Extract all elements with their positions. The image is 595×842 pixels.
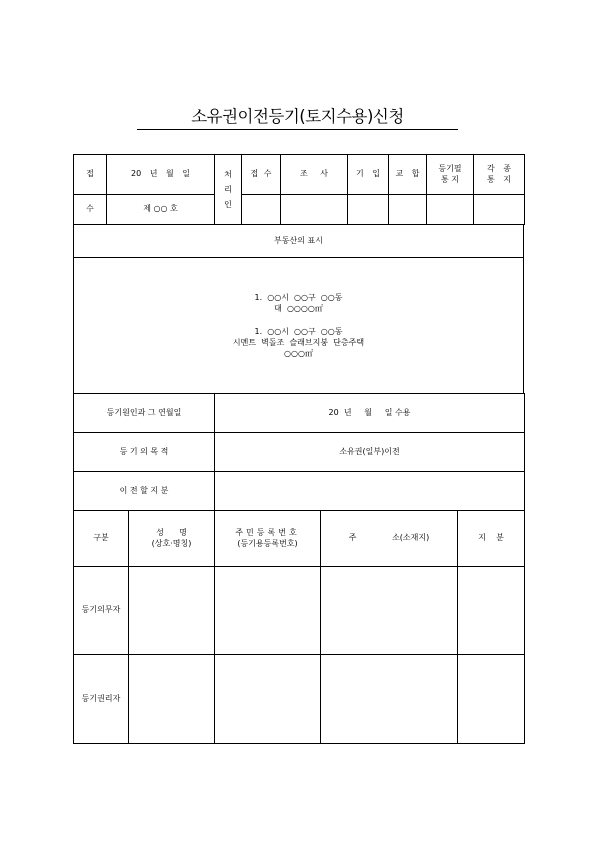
obligor-id bbox=[215, 567, 321, 655]
registration-info-table bbox=[73, 393, 525, 511]
cause-label: 등기원인과 그 연월일 bbox=[74, 394, 215, 433]
property-description bbox=[74, 258, 524, 394]
property-line: 1. ○○시 ○○구 ○○동 bbox=[254, 292, 343, 302]
holder-label: 등기권리자 bbox=[74, 655, 129, 744]
process-cell-various-notice bbox=[474, 195, 525, 225]
party-header-id bbox=[215, 511, 321, 567]
process-cell-entry bbox=[348, 195, 389, 225]
reception-label-bottom: 수 bbox=[74, 195, 107, 225]
process-header-entry: 기 입 bbox=[348, 155, 389, 195]
property-line: 대 ○○○○㎡ bbox=[274, 303, 323, 313]
share-label: 이 전 할 지 분 bbox=[74, 472, 215, 511]
process-cell-completion-notice bbox=[427, 195, 474, 225]
application-form bbox=[73, 154, 523, 744]
process-cell-check bbox=[389, 195, 427, 225]
party-header-name-line1: 성 명 bbox=[156, 527, 187, 537]
property-line: 1. ○○시 ○○구 ○○동 bbox=[254, 326, 343, 336]
process-header-various-notice: 각 종 통 지 bbox=[474, 155, 525, 195]
document-title: 소유권이전등기(토지수용)신청 bbox=[191, 107, 404, 126]
process-cell-reception bbox=[242, 195, 281, 225]
share-value bbox=[215, 472, 525, 511]
reception-label-top: 접 bbox=[74, 155, 107, 195]
obligor-address bbox=[321, 567, 458, 655]
obligor-label: 등기의무자 bbox=[74, 567, 129, 655]
party-header-id-line2: (등기용등록번호) bbox=[237, 538, 298, 548]
party-header-name-line2: (상호·명칭) bbox=[151, 538, 192, 548]
party-header-id-line1: 주민등록번호 bbox=[235, 527, 300, 537]
process-cell-review bbox=[281, 195, 348, 225]
process-header-review: 조 사 bbox=[281, 155, 348, 195]
reception-number: 제 ○○ 호 bbox=[107, 195, 215, 225]
parties-table bbox=[73, 510, 525, 744]
property-line: ○○○㎡ bbox=[284, 349, 313, 359]
party-header-share: 지 분 bbox=[458, 511, 525, 567]
obligor-name bbox=[129, 567, 215, 655]
title-underline bbox=[137, 129, 458, 130]
purpose-value: 소유권(일부)이전 bbox=[215, 433, 525, 472]
holder-id bbox=[215, 655, 321, 744]
holder-name bbox=[129, 655, 215, 744]
process-label: 처 리 인 bbox=[215, 155, 242, 225]
party-header-category: 구분 bbox=[74, 511, 129, 567]
holder-address bbox=[321, 655, 458, 744]
cause-value: 20 년 월 일 수용 bbox=[215, 394, 525, 433]
holder-share bbox=[458, 655, 525, 744]
party-header-name bbox=[129, 511, 215, 567]
obligor-share bbox=[458, 567, 525, 655]
property-header: 부동산의 표시 bbox=[74, 225, 524, 258]
party-header-address: 주 소(소재지) bbox=[321, 511, 458, 567]
process-header-completion-notice: 등기필 통 지 bbox=[427, 155, 474, 195]
reception-table bbox=[73, 154, 525, 225]
process-header-reception: 접 수 bbox=[242, 155, 281, 195]
reception-date: 20 년 월 일 bbox=[107, 155, 215, 195]
process-header-check: 교 합 bbox=[389, 155, 427, 195]
property-line: 시멘트 벽돌조 슬래브지붕 단층주택 bbox=[232, 338, 365, 348]
purpose-label: 등 기 의 목 적 bbox=[74, 433, 215, 472]
property-line-spacer bbox=[74, 314, 523, 326]
property-table bbox=[73, 224, 524, 394]
